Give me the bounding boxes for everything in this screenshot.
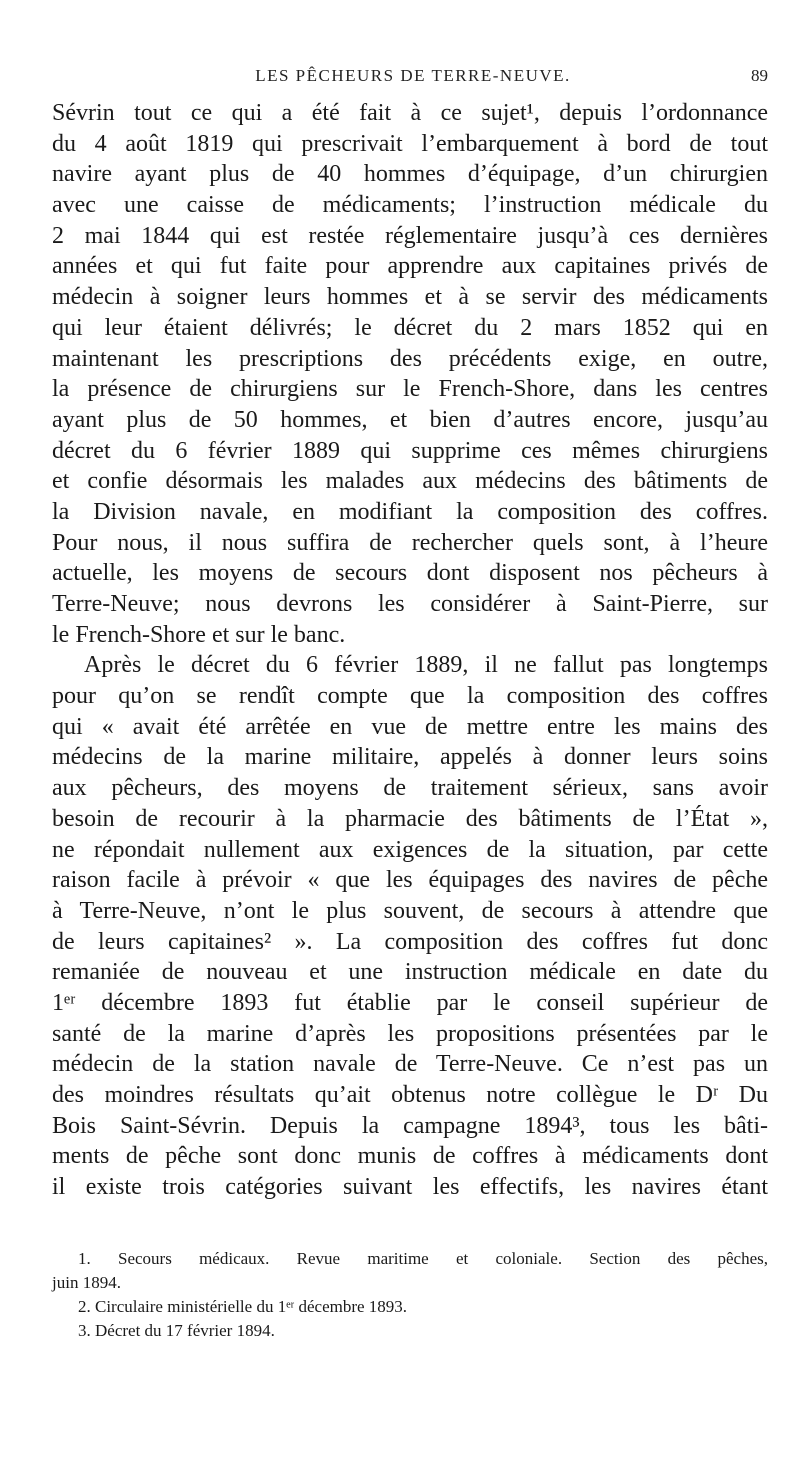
page-number: 89 [751,66,768,85]
running-title: LES PÊCHEURS DE TERRE-NEUVE. [255,66,571,85]
body-line: pour qu’on se rendît compte que la composition des coffres [52,683,768,710]
footnotes [52,1247,768,1343]
body-line: santé de la marine d’après les propositions présentées par le [52,1020,768,1047]
body-line: médecin de la station navale de Terre-Neuve. Ce n’est pas un [52,1051,768,1078]
body-line: Pour nous, il nous suffira de rechercher quels sont, à l’heure [52,529,768,556]
paragraph-end-line: le French-Shore et sur le banc. [52,621,346,648]
body-line: médecin à soigner leurs hommes et à se servir des médicaments [52,284,768,311]
body-line: qui leur étaient délivrés; le décret du 2 mars 1852 qui en [52,314,768,341]
body-line: ments de pêche sont donc munis de coffres à médicaments dont [52,1143,768,1170]
body-line: 2 mai 1844 qui est restée réglementaire jusqu’à ces dernières [52,222,768,249]
body-line: décret du 6 février 1889 qui supprime ces mêmes chirurgiens [52,437,768,464]
body-line: il existe trois catégories suivant les effectifs, les navires étant [52,1174,768,1201]
body-line: ayant plus de 50 hommes, et bien d’autres encore, jusqu’au [52,406,768,433]
body-line: Bois Saint-Sévrin. Depuis la campagne 1894³, tous les bâti- [52,1112,768,1139]
body-line: Sévrin tout ce qui a été fait à ce sujet¹, depuis l’ordonnance [52,100,768,126]
body-line: la présence de chirurgiens sur le French-Shore, dans les centres [52,376,768,403]
body-line: de leurs capitaines² ». La composition des coffres fut donc [52,928,768,955]
body-text [52,98,768,1203]
body-line: qui « avait été arrêtée en vue de mettre entre les mains des [52,713,768,740]
body-line: besoin de recourir à la pharmacie des bâtiments de l’État », [52,805,768,832]
body-line: la Division navale, en modifiant la composition des coffres. [52,498,768,525]
body-line: aux pêcheurs, des moyens de traitement sérieux, sans avoir [52,775,768,802]
footnote-1-continuation: juin 1894. [52,1273,121,1292]
body-line: ne répondait nullement aux exigences de la situation, par cette [52,836,768,863]
body-line: médecins de la marine militaire, appelés à donner leurs soins [52,744,768,771]
body-line: maintenant les prescriptions des précédents exige, en outre, [52,345,768,372]
body-line: navire ayant plus de 40 hommes d’équipage, d’un chirurgien [52,161,768,188]
body-line: et confie désormais les malades aux médecins des bâtiments de [52,468,768,495]
body-line: avec une caisse de médicaments; l’instruction médicale du [52,192,768,219]
paragraph-start-line: Après le décret du 6 février 1889, il ne fallut pas longtemps [84,652,768,679]
body-line: remaniée de nouveau et une instruction médicale en date du [52,959,768,986]
running-head [58,66,768,90]
footnote-2: 2. Circulaire ministérielle du 1ᵉʳ décembre 1893. [78,1297,408,1316]
body-line: années et qui fut faite pour apprendre aux capitaines privés de [52,253,768,280]
footnote-3: 3. Décret du 17 février 1894. [78,1321,275,1340]
body-line: du 4 août 1819 qui prescrivait l’embarquement à bord de tout [52,130,768,157]
body-line: des moindres résultats qu’ait obtenus notre collègue le Dʳ Du [52,1082,768,1108]
body-line: actuelle, les moyens de secours dont disposent nos pêcheurs à [52,560,768,587]
body-line: Terre-Neuve; nous devrons les considérer à Saint-Pierre, sur [52,591,768,617]
body-line: raison facile à prévoir « que les équipages des navires de pêche [52,867,768,894]
footnote-1: 1. Secours médicaux. Revue maritime et coloniale. Section des pêches, [78,1249,768,1268]
body-line: 1ᵉʳ décembre 1893 fut établie par le conseil supérieur de [52,989,768,1016]
body-line: à Terre-Neuve, n’ont le plus souvent, de secours à attendre que [52,897,768,924]
